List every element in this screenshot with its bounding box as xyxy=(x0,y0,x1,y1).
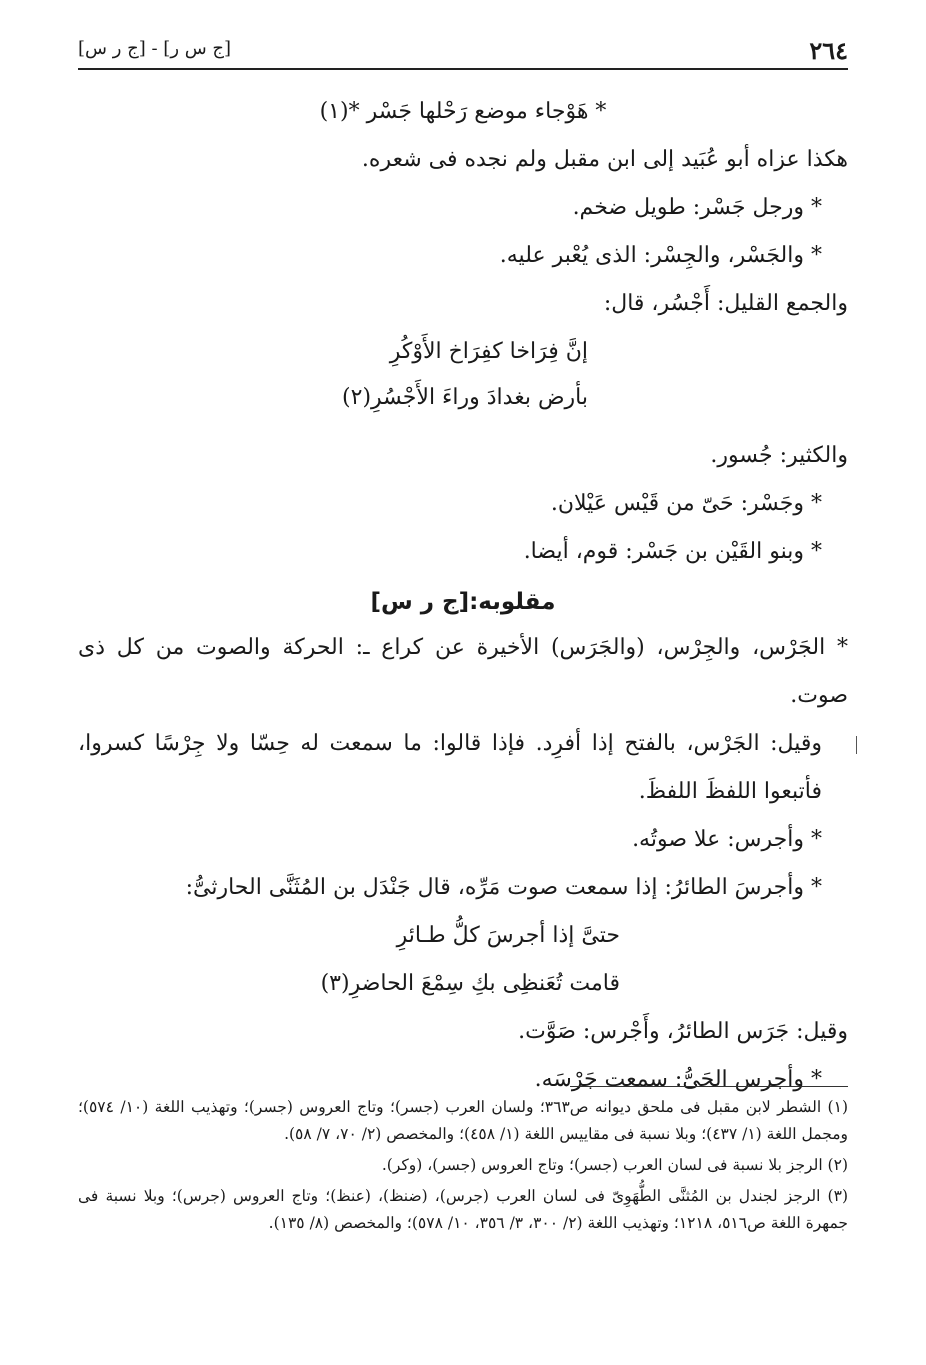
text-line: والجمع القليل: أَجْسُر، قال: xyxy=(603,291,848,316)
entry-line: * وأجرس: علا صوتُه. xyxy=(632,827,822,852)
entry-line: * والجَسْر، والجِسْر: الذى يُعْبر عليه. xyxy=(499,243,822,268)
footnote-text: (١) الشطر لابن مقبل فى ملحق ديوانه ص٣٦٣؛ ولسان العرب (جسر)؛ وتاج العروس (جسر)؛ وتهذيب اللغة (١٠/ ٥٧٤)؛ ومجمل اللغة (١/ ٤٣٧)؛ وبلا نسبة فى مقاييس اللغة (١/ ٤٥٨)؛ والمخصص (٢/ ٧٠، ٧/ ٥٨). xyxy=(78,1098,848,1143)
running-head: [ج س ر] - [ج ر س] xyxy=(78,38,232,59)
verse-line: قامت تُعَنظِى بكِ سِمْعَ الحاضرِ(٣) xyxy=(320,971,620,996)
header-rule xyxy=(78,68,848,70)
footnote-rule xyxy=(570,1086,848,1087)
verse-line: إنَّ فِرَاخا كفِرَاخ الأَوْكُرِ xyxy=(389,339,588,364)
entry-line: * وجَسْر: حَىّ من قَيْس عَيْلان. xyxy=(550,491,822,516)
footnote-text: (٣) الرجز لجندل بن المُثنَّى الطُّهَوِىّ فى لسان العرب (جرس)، (ضنظ)، (عنظ)؛ وتاج العروس (جرس)؛ وبلا نسبة فى جمهرة اللغة ص٥١٦، ١٢١٨؛ وتهذيب اللغة (٢/ ٣٠٠، ٣/ ٣٥٦، ١٠/ ٥٧٨)؛ والمخصص (٨/ ١٣٥). xyxy=(78,1187,848,1232)
verse-line: * هَوْجاء موضع رَحْلها جَسْر *(١) xyxy=(319,99,607,124)
page-number: ٢٦٤ xyxy=(809,36,848,65)
section-heading: مقلوبه:[ج ر س] xyxy=(370,589,556,615)
text-line: والكثير: جُسور. xyxy=(710,443,848,468)
text-line: وقيل: جَرَس الطائرُ، وأَجْرس: صَوَّت. xyxy=(518,1019,848,1044)
page-header xyxy=(78,30,848,70)
text-line: هكذا عزاه أبو عُبَيد إلى ابن مقبل ولم نجده فى شعره. xyxy=(361,147,848,172)
entry-line: * وأجرسَ الطائرُ: إذا سمعت صوت مَرِّه، قال جَنْدَل بن المُثَنَّى الحارثىُّ: xyxy=(185,875,822,900)
footnote-text: (٢) الرجز بلا نسبة فى لسان العرب (جسر)؛ وتاج العروس (جسر)، (وكر). xyxy=(381,1156,848,1174)
entry-line: * ورجل جَسْر: طويل ضخم. xyxy=(572,195,822,220)
main-text xyxy=(78,88,848,1104)
footnote-2 xyxy=(78,1152,848,1179)
entry-line: * وبنو القَيْن بن جَسْر: قوم، أيضا. xyxy=(523,539,822,564)
footnote-3 xyxy=(78,1183,848,1237)
verse-line: حتىَّ إذا أجرسَ كلُّ طـائرِ xyxy=(396,923,620,948)
verse-line: بأرض بغدادَ وراءَ الأَجْسُرِ(٢) xyxy=(342,385,588,410)
footnotes xyxy=(78,1094,848,1241)
paragraph: * الجَرْس، والجِرْس، (والجَرَس) الأخيرة عن كراع ـ: الحركة والصوت من كل ذى صوت. xyxy=(78,635,848,708)
footnote-1 xyxy=(78,1094,848,1148)
paragraph: وقيل: الجَرْس، بالفتح إذا أفرِد. فإذا قالوا: ما سمعت له حِسّا ولا جِرْسًا كسروا، فأتبعوا اللفظَ اللفظَ. xyxy=(78,731,822,804)
entry-line: * وأجرس الحَىُّ: سمعت جَرْسَه. xyxy=(534,1067,822,1092)
spacer xyxy=(78,420,848,432)
margin-mark xyxy=(856,736,863,754)
